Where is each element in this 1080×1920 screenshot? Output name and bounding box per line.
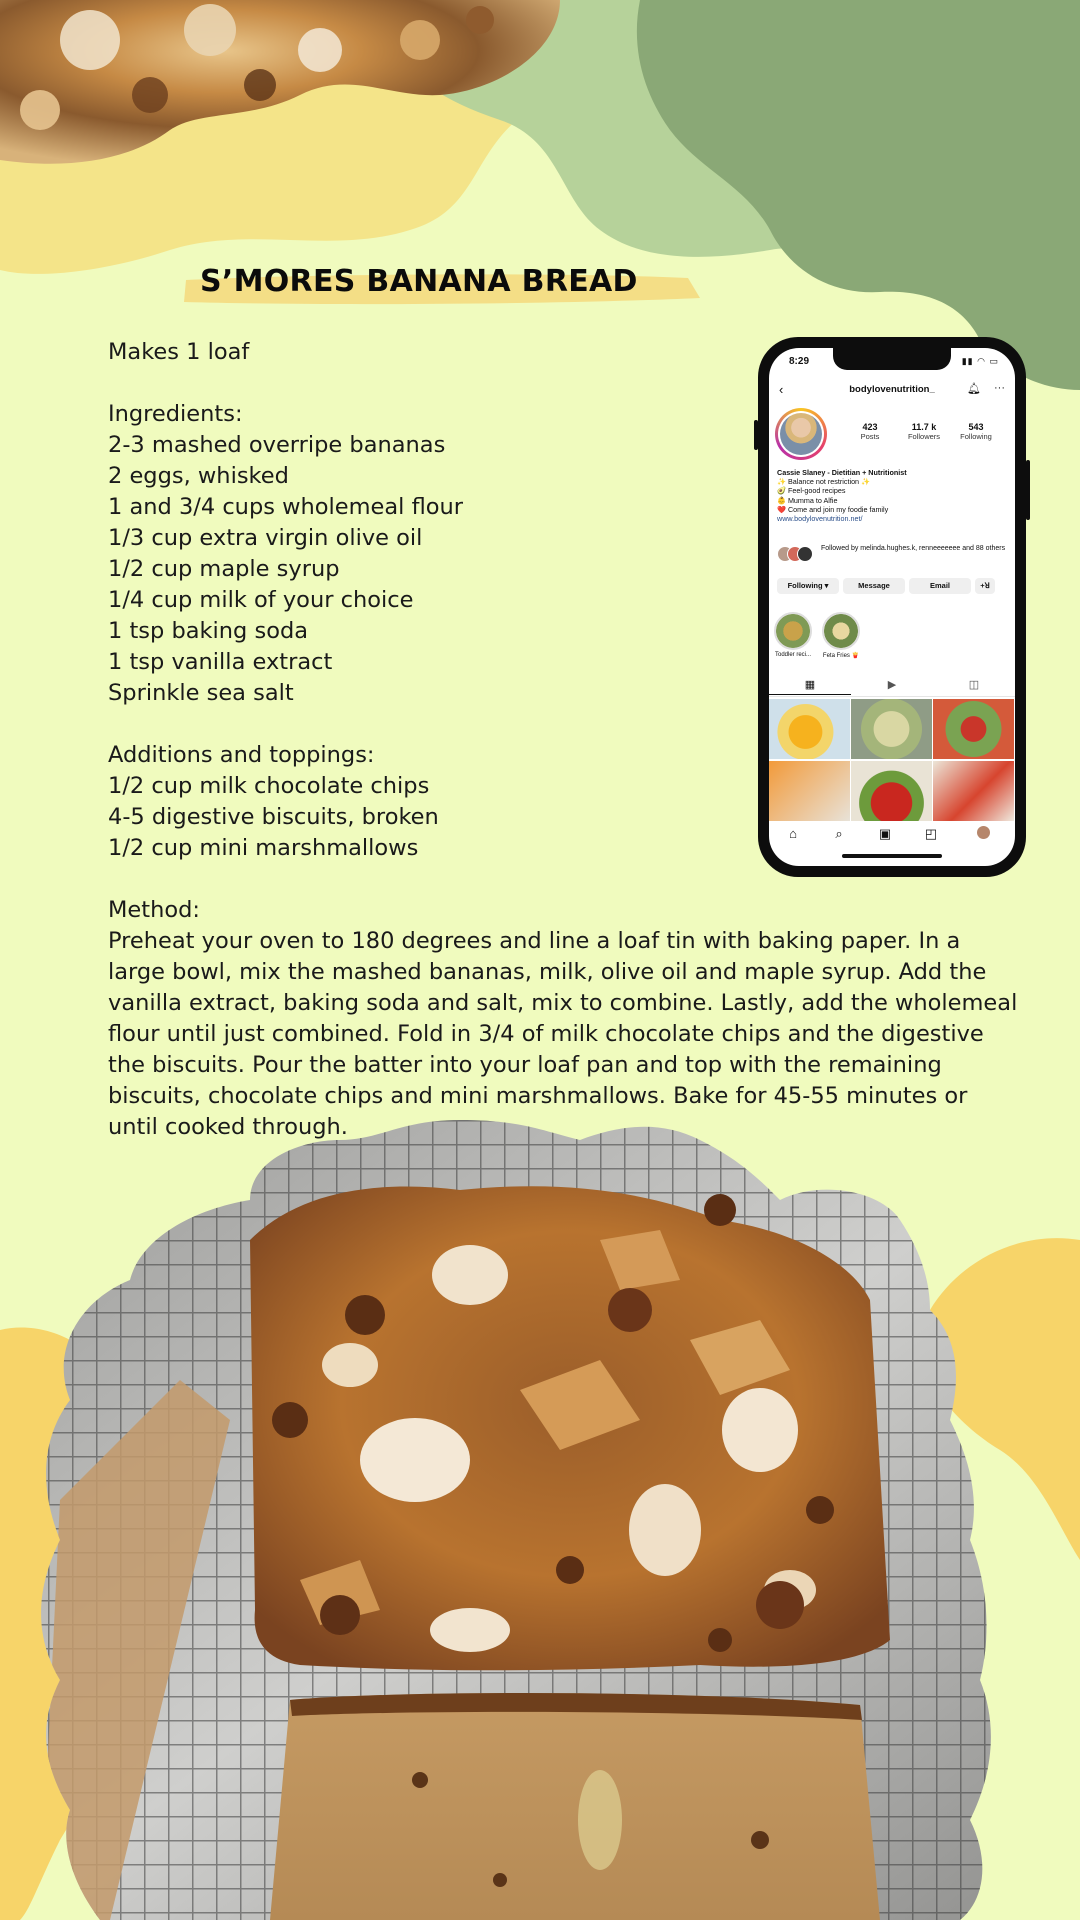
yield-text: Makes 1 loaf: [108, 339, 250, 365]
reels-nav-icon[interactable]: ▣: [878, 826, 892, 841]
home-indicator: [842, 854, 942, 858]
post-thumbnail[interactable]: [851, 761, 932, 821]
follower-avatar: [797, 546, 813, 562]
highlight-toddler[interactable]: [773, 612, 813, 658]
ingredient-item: 1 tsp vanilla extract: [108, 649, 333, 675]
message-button[interactable]: Message: [843, 578, 905, 594]
highlight-cover: [822, 612, 860, 650]
post-grid: [769, 699, 1015, 821]
avatar[interactable]: [775, 408, 827, 460]
profile-bio: [777, 468, 1009, 523]
recipe-title-block: [180, 262, 700, 310]
ingredient-item: Sprinkle sea salt: [108, 680, 294, 706]
bio-line: 👶 Mumma to Alfie: [777, 495, 838, 505]
profile-name: Cassie Slaney - Dietitian + Nutritionist: [777, 468, 907, 477]
profile-icon[interactable]: [963, 826, 1003, 842]
ingredients-heading: Ingredients:: [108, 401, 243, 427]
profile-header: [769, 382, 1015, 400]
method-text: Preheat your oven to 180 degrees and line a loaf tin with baking paper. In a large bowl, mix the mashed bananas, milk, olive oil and maple syrup. Add the vanilla extract, baking soda and salt, mix to combine. Lastly, add the wholemeal flour until just combined. Fold in 3/4 of milk chocolate chips and the digestive the biscuits. Pour the batter into your loaf pan and top with the remaining biscuits, chocolate chips and mini marshmallows. Bake for 45-55 minutes or until cooked through.: [108, 928, 1018, 1140]
post-thumbnail[interactable]: [851, 699, 932, 759]
profile-tabs: [769, 676, 1015, 697]
bio-line: 🥑 Feel-good recipes: [777, 486, 846, 496]
post-thumbnail[interactable]: [769, 761, 850, 821]
posts-stat[interactable]: 423 Posts: [860, 422, 880, 441]
followers-stat[interactable]: 11.7 k Followers: [907, 422, 941, 441]
bell-icon[interactable]: 🔔︎: [967, 383, 981, 395]
highlight-label: Toddler reci...: [774, 652, 811, 658]
phone-power-button: [1026, 460, 1030, 520]
followed-by-text: Followed by melinda.hughes.k, renneeeeeee and 88 others: [821, 545, 1006, 552]
reels-icon[interactable]: ▶︎: [887, 679, 897, 691]
additions-heading: Additions and toppings:: [108, 742, 375, 768]
addition-item: 4-5 digestive biscuits, broken: [108, 804, 439, 830]
ingredient-item: 1 and 3/4 cups wholemeal flour: [108, 494, 464, 520]
addition-item: 1/2 cup mini marshmallows: [108, 835, 419, 861]
profile-username: bodylovenutrition_: [849, 384, 935, 395]
ingredient-item: 2-3 mashed overripe bananas: [108, 432, 446, 458]
more-icon[interactable]: ···: [994, 382, 1005, 394]
avatar-photo: [780, 413, 822, 455]
instagram-profile-screen: [769, 348, 1015, 866]
home-icon[interactable]: ⌂: [789, 826, 797, 841]
post-thumbnail[interactable]: [933, 699, 1014, 759]
bottom-navigation: [769, 826, 1015, 846]
phone-notch: [833, 348, 951, 370]
following-stat[interactable]: 543 Following: [960, 422, 992, 441]
ingredient-item: 2 eggs, whisked: [108, 463, 289, 489]
profile-actions: [777, 578, 1009, 594]
ingredient-item: 1/2 cup maple syrup: [108, 556, 340, 582]
status-icons: ▮▮ ◠ ▭: [961, 356, 999, 366]
bio-line: ❤️ Come and join my foodie family: [777, 504, 889, 514]
grid-icon[interactable]: ▦: [769, 678, 851, 695]
add-user-button[interactable]: +ꓤ: [975, 578, 995, 594]
bio-link[interactable]: www.bodylovenutrition.net/: [777, 514, 863, 524]
ingredient-item: 1/3 cup extra virgin olive oil: [108, 525, 423, 551]
status-time: 8:29: [789, 356, 810, 367]
back-arrow-icon[interactable]: ‹: [779, 382, 784, 397]
post-thumbnail[interactable]: [933, 761, 1014, 821]
phone-mockup: [758, 337, 1026, 877]
email-button[interactable]: Email: [909, 578, 971, 594]
bio-line: ✨ Balance not restriction ✨: [777, 477, 871, 487]
recipe-title: S’MORES BANANA BREAD: [200, 264, 638, 299]
addition-item: 1/2 cup milk chocolate chips: [108, 773, 430, 799]
banana-bread-photo: [0, 1120, 1080, 1920]
post-thumbnail[interactable]: [769, 699, 850, 759]
highlight-feta-fries[interactable]: [821, 612, 861, 659]
tagged-icon[interactable]: ◫: [968, 679, 980, 691]
ingredient-item: 1/4 cup milk of your choice: [108, 587, 414, 613]
following-button[interactable]: Following ▾: [777, 578, 839, 594]
followed-by[interactable]: [777, 544, 1009, 564]
search-icon[interactable]: ⌕: [835, 826, 843, 841]
highlight-label: Feta Fries 🍟: [822, 653, 860, 659]
shop-icon[interactable]: ◰: [924, 826, 938, 841]
highlight-cover: [774, 612, 812, 650]
ingredient-item: 1 tsp baking soda: [108, 618, 309, 644]
method-heading: Method:: [108, 897, 200, 923]
